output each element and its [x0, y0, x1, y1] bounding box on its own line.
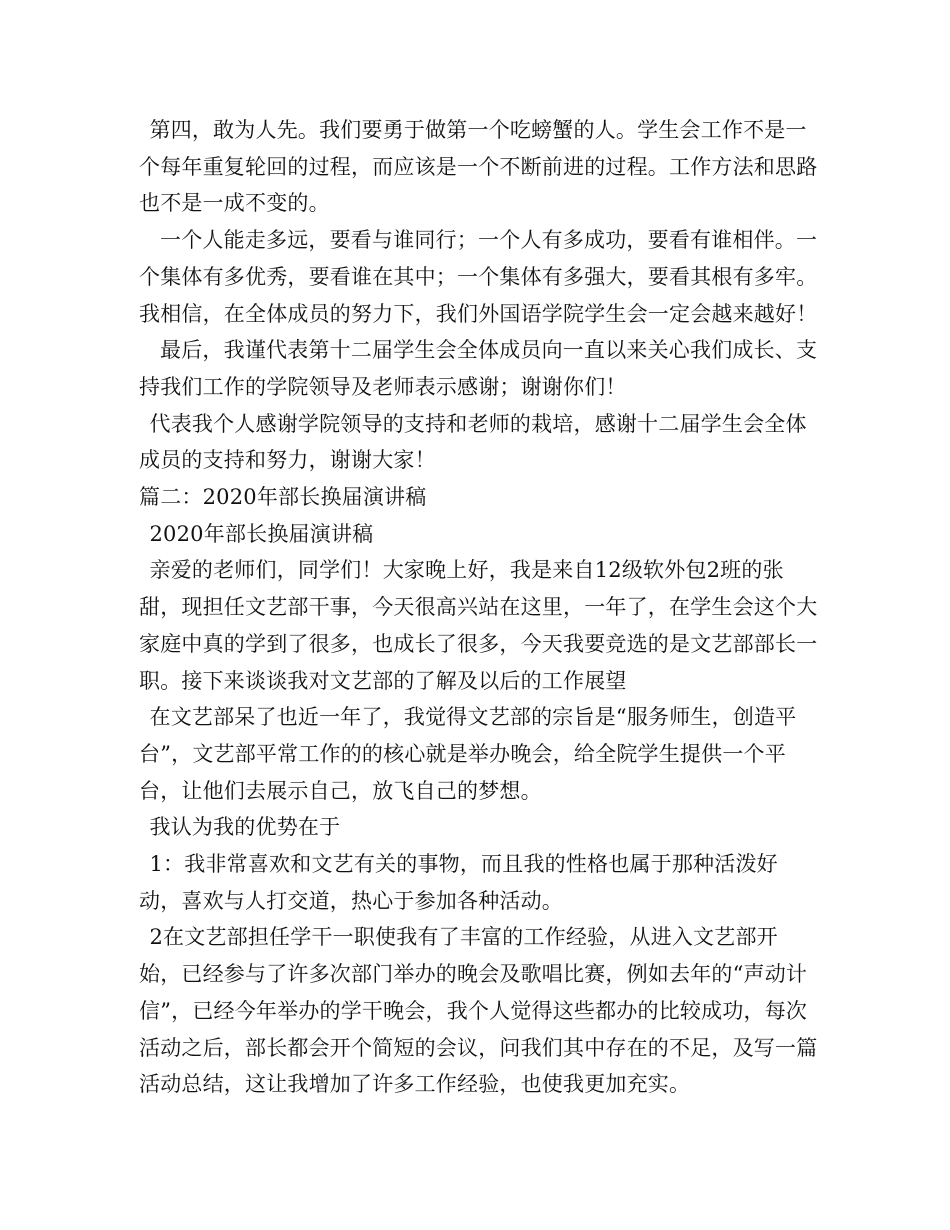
paragraph: 第四，敢为人先。我们要勇于做第一个吃螃蟹的人。学生会工作不是一个每年重复轮回的过程，而应该是一个不断前进的过程。工作方法和思路也不是一成不变的。 — [139, 118, 818, 216]
paragraph: 在文艺部呆了也近一年了，我觉得文艺部的宗旨是“服务师生，创造平台”，文艺部平常工作的的核心就是举办晚会，给全院学生提供一个平台，让他们去展示自己，放飞自己的梦想。 — [139, 705, 797, 803]
paragraph: 亲爱的老师们，同学们！大家晚上好，我是来自12级软外包2班的张甜，现担任文艺部干事，今天很高兴站在这里，一年了，在学生会这个大家庭中真的学到了很多，也成长了很多，今天我要竞选的是文艺部部长一职。接下来谈谈我对文艺部的了解及以后的工作展望 — [139, 558, 818, 693]
paragraph: 2020年部长换届演讲稿 — [149, 521, 374, 546]
paragraph: 一个人能走多远，要看与谁同行；一个人有多成功，要看有谁相伴。一个集体有多优秀，要看谁在其中；一个集体有多强大，要看其根有多牢。我相信，在全体成员的努力下，我们外国语学院学生会一定会越来越好！ — [139, 228, 818, 326]
paragraph: 最后，我谨代表第十二届学生会全体成员向一直以来关心我们成长、支持我们工作的学院领导及老师表示感谢；谢谢你们！ — [139, 338, 818, 399]
document-body — [139, 112, 819, 1103]
paragraph: 代表我个人感谢学院领导的支持和老师的栽培，感谢十二届学生会全体成员的支持和努力，谢谢大家！ — [139, 411, 807, 473]
paragraph: 我认为我的优势在于 — [149, 815, 341, 840]
paragraph: 篇二：2020年部长换届演讲稿 — [139, 485, 427, 510]
paragraph: 2在文艺部担任学干一职使我有了丰富的工作经验，从进入文艺部开始，已经参与了许多次部门举办的晚会及歌唱比赛，例如去年的“声动计信”，已经今年举办的学干晚会，我个人觉得这些都办的比较成功，每次活动之后，部长都会开个简短的会议，问我们其中存在的不足，及写一篇活动总结，这让我增加了许多工作经验，也使我更加充实。 — [139, 925, 818, 1097]
paragraph: 1：我非常喜欢和文艺有关的事物，而且我的性格也属于那种活泼好动，喜欢与人打交道，热心于参加各种活动。 — [139, 852, 778, 913]
